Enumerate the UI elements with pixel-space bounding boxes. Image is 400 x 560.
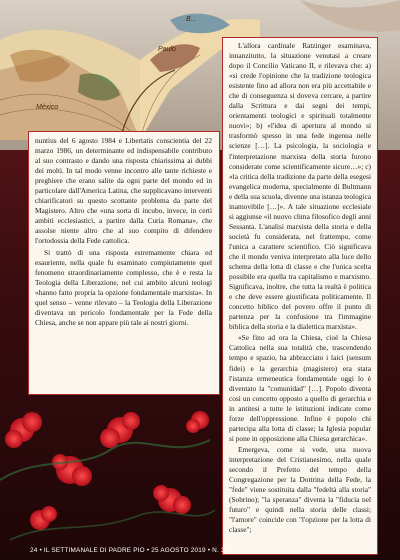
left-paragraph-1: nuntius del 6 agosto 1984 e Libertatis conscientia del 22 marzo 1986, un determinante ed indispensabile contributo al suo contrasto e dando una risposta chiarissima ai dubbi dei molti. In tal modo venne incontro alle tante richieste e preghiere che erano salite da ogni parte del mondo ed in particolare dall'America Latina, che supplicavano interventi chiarificatori su questo scottante problema da parte del Magistero. Altro che «una sorta di incubo, invece, in certi ambiti ecclesiastici, a partire dalla Curia Romana», che assolse niente altro che al suo compito di difendere l'ortodossia della Fede cattolica.	[35, 136, 212, 246]
map-label-1: Paulo	[158, 46, 176, 53]
right-text-column	[222, 37, 378, 555]
left-text-column	[28, 131, 220, 395]
map-label-3: B...	[186, 16, 197, 23]
right-paragraph-2: «Se fino ad ora la Chiesa, cioè la Chiesa Cattolica nella sua totalità che, trascendendo tempo e spazio, ha abbracciato i laici (sensum fidei) e la gerarchia (magistero) era stata l'istanza ermeneutica fondamentale oggi lo è diventato la "comunidad" […]. Popolo diventa così un concetto opposto a quello di gerarchia e in antitesi a tutte le istituzioni indicate come forze dell'oppressione. Infine è popolo chi partecipa alla lotta di classe; la Iglesia popular si pone in opposizione alla Chiesa gerarchica».	[229, 333, 371, 443]
right-paragraph-3: Emergeva, come si vede, una nuova interpretazione del Cristianesimo, nella quale secondo il Prefetto del tempo della Congregazione per la Dottrina della Fede, la "fede" viene sostituita dalla "fedeltà alla storia" (Sobrino); "la speranza" diventa la "fiducia nel futuro" e quindi nella storia delle classi; "l'amore" coincide con "l'opzione per la lotta di classe";	[229, 444, 371, 535]
map-label-2: México	[36, 104, 59, 111]
page-footer: 24 • IL SETTIMANALE DI PADRE PIO • 25 AGOSTO 2019 • N. 33	[30, 547, 229, 554]
left-paragraph-2: Si trattò di una risposta estremamente chiara ed esauriente, nella quale fu esaminato compiutamente quel fenomeno straordinariamente complesso, che è e resta la Teologia della Liberazione, nel cui ambito alcuni teologi «hanno fatto propria la opzione fondamentale marxista». In quel senso – venne rilevato – la Teologia della Liberazione diventava un pericolo fondamentale per la Fede della Chiesa, anche se non appare più tale ai nostri giorni.	[35, 247, 212, 327]
right-paragraph-1: L'allora cardinale Ratzinger esaminava, innanzitutto, la situazione venutasi a creare dopo il Concilio Vaticano II, e rilevava che: a) «si crede l'opinione che la tradizione teologica esistente fino ad allora non era più accettabile e che di conseguenza si doveva cercare, a partire dalla Scrittura e dai segni dei tempi, orientamenti teologici e spirituali totalmente nuovi»; b) «l'idea di apertura al mondo si trasformò spesso in una fede ingenua nelle scienze […]. La psicologia, la sociologia e l'interpretazione marxista della storia furono considerate come scientificamente sicure…»; c) «la critica della tradizione da parte della esegesi evangelica moderna, specialmente di Bultmann e della sua scuola, divenne una istanza teologica inamovibile […]». A tale situazione ecclesiale si aggiunse «il nuovo clima filosofico degli anni Sessanta. L'analisi marxista della storia e della società fu considerata, nel frattempo, come l'unica a carattere scientifico. Ciò significava che il mondo veniva interpretato alla luce dello schema della lotta di classe e che l'unica scelta possibile era quella tra capitalismo e marxismo. Significava, inoltre, che tutta la realtà è politica e che deve essere giustificata politicamente. Il concetto biblico del povero offre il punto di partenza per la confusione tra l'immagine biblica della storia e la dialettica marxista».	[229, 41, 371, 332]
